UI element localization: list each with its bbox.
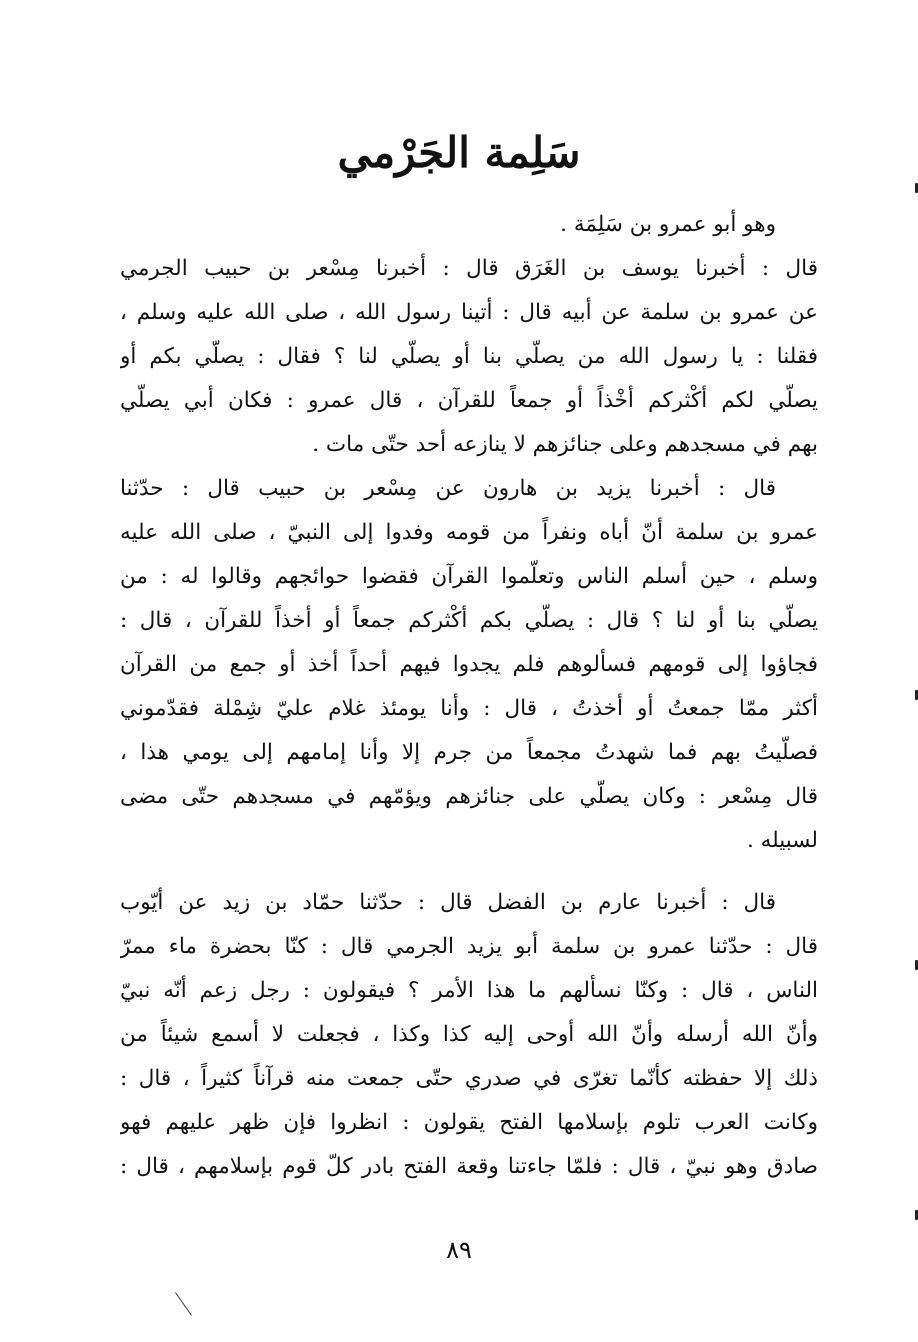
text-line: أكثر ممّا جمعتُ أو أخذتُ ، قال : وأنا يومئذ غلام عليّ شِمْلة فقدّموني bbox=[120, 696, 818, 721]
text-line: يصلّي لكم أكْثركم أخْذاً أو جمعاً للقرآن ، قال عمرو : فكان أبي يصلّي bbox=[120, 388, 818, 413]
text-line: قال : أخبرنا يوسف بن الغَرَق قال : أخبرنا مِسْعر بن حبيب الجرمي bbox=[120, 256, 818, 281]
scan-stray-mark bbox=[175, 1292, 192, 1316]
text-line: الناس ، قال : وكنّا نسألهم ما هذا الأمر ؟ فيقولون : رجل زعم أنّه نبيّ bbox=[120, 978, 818, 1003]
text-line: لسبيله . bbox=[746, 828, 818, 853]
text-line: فجاؤوا إلى قومهم فسألوهم فلم يجدوا فيهم أحداً أخذ أو جمع من القرآن bbox=[120, 652, 818, 677]
text-line: عمرو بن سلمة أنّ أباه ونفراً من قومه وفدوا إلى النبيّ ، صلى الله عليه bbox=[120, 520, 818, 545]
text-line: صادق وهو نبيّ ، قال : فلمّا جاءتنا وقعة الفتح بادر كلّ قوم بإسلامهم ، قال : bbox=[120, 1154, 818, 1179]
text-line: ذلك إلا حفظته كأنّما تغرّى في صدري حتّى جمعت منه قرآناً كثيراً ، قال : bbox=[120, 1066, 818, 1091]
text-line: وهو أبو عمرو بن سَلِمَة . bbox=[560, 212, 776, 237]
text-line: فقلنا : يا رسول الله من يصلّي بنا أو يصلّي لنا ؟ فقال : يصلّي بكم أو bbox=[120, 344, 818, 369]
text-line: يصلّي بنا أو لنا ؟ قال : يصلّي بكم أكْثركم جمعاً أو أخذاً للقرآن ، قال : bbox=[120, 608, 818, 633]
text-line: وكانت العرب تلوم بإسلامها الفتح يقولون : انظروا فإن ظهر عليهم فهو bbox=[120, 1110, 818, 1135]
text-line: قال مِسْعر : وكان يصلّي على جنائزهم ويؤمّهم في مسجدهم حتّى مضى bbox=[120, 784, 818, 809]
page-title: سَلِمة الجَرْمي bbox=[337, 128, 581, 177]
text-line: قال : أخبرنا يزيد بن هارون عن مِسْعر بن حبيب قال : حدّثنا bbox=[120, 476, 776, 501]
text-line: قال : أخبرنا عارم بن الفضل قال : حدّثنا حمّاد بن زيد عن أيّوب bbox=[120, 890, 776, 915]
text-line: بهم في مسجدهم وعلى جنائزهم لا ينازعه أحد حتّى مات . bbox=[312, 432, 818, 457]
page-number: ٨٩ bbox=[446, 1236, 472, 1264]
text-line: وأنّ الله أرسله وأنّ الله أوحى إليه كذا وكذا ، فجعلت لا أسمع شيئاً من bbox=[120, 1022, 818, 1047]
text-line: قال : حدّثنا عمرو بن سلمة أبو يزيد الجرمي قال : كنّا بحضرة ماء ممرّ bbox=[120, 934, 818, 959]
text-line: فصلّيتُ بهم فما شهدتُ مجمعاً من جرم إلا وأنا إمامهم إلى يومي هذا ، bbox=[120, 740, 818, 765]
text-line: وسلم ، حين أسلم الناس وتعلّموا القرآن فقضوا حوائجهم وقالوا له : من bbox=[120, 564, 818, 589]
text-line: عن عمرو بن سلمة عن أبيه قال : أتينا رسول الله ، صلى الله عليه وسلم ، bbox=[120, 300, 818, 325]
body-text bbox=[120, 203, 818, 1189]
